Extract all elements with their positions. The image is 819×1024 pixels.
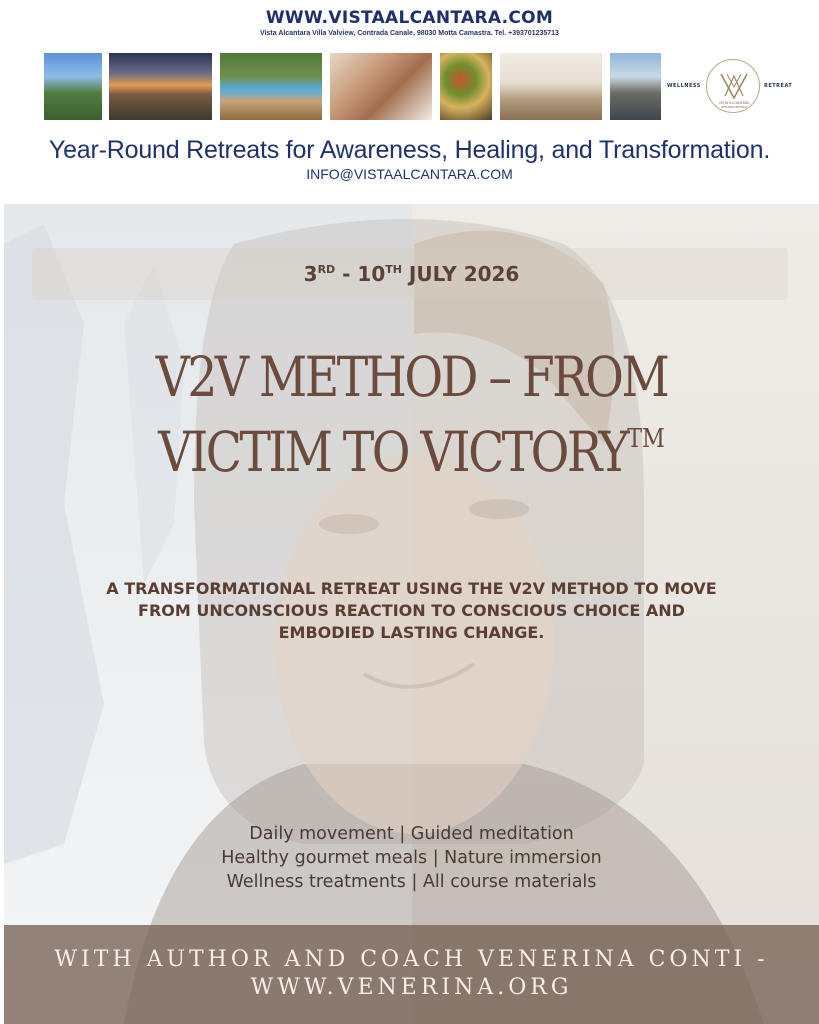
sunset-valley-photo — [109, 53, 212, 120]
credit-line-1: WITH AUTHOR AND COACH VENERINA CONTI - — [54, 947, 769, 972]
pergola-terrace-photo — [610, 53, 661, 120]
retreat-poster — [4, 204, 819, 1024]
host-credit — [4, 946, 819, 1002]
title-line-2: VICTIM TO VICTORY™ — [158, 420, 665, 484]
contact-email[interactable]: INFO@VISTAALCANTARA.COM — [306, 166, 513, 182]
gourmet-food-photo — [440, 53, 492, 120]
retreat-date: 3RD - 10TH JULY 2026 — [303, 262, 520, 286]
host-website-link[interactable]: WWW.VENERINA.ORG — [250, 975, 573, 1000]
title-line-1: V2V METHOD – FROM — [155, 345, 668, 409]
pool-terrace-photo — [220, 53, 322, 120]
bedroom-photo — [500, 53, 602, 120]
logo-sub-text: WELLNESS RETREAT — [720, 106, 748, 109]
retreat-title — [61, 346, 762, 483]
trademark-mark: TM — [627, 424, 665, 454]
tagline: Year-Round Retreats for Awareness, Healing, and Transformation. — [48, 136, 771, 164]
list-item: Wellness treatments | All course materials — [226, 872, 597, 892]
list-item: Healthy gourmet meals | Nature immersion — [221, 848, 602, 868]
retreat-description: A TRANSFORMATIONAL RETREAT USING THE V2V METHOD TO MOVE FROM UNCONSCIOUS REACTION TO CONSCIOUS CHOICE AND EMBODIED LASTING CHANGE. — [106, 579, 717, 642]
feature-list — [4, 822, 819, 894]
logo-right-word: RETREAT — [764, 83, 793, 89]
website-url[interactable]: WWW.VISTAALCANTARA.COM — [265, 8, 554, 28]
list-item: Daily movement | Guided meditation — [249, 824, 574, 844]
mountain-cliff-photo — [44, 53, 102, 120]
address-line: Vista Alcantara Villa Valview, Contrada Canale, 98030 Motta Camastra. Tel. +393701235713 — [260, 30, 559, 37]
massage-photo — [330, 53, 432, 120]
vista-alcantara-logo — [706, 59, 760, 113]
logo-brand-text: VISTA ALCANTARA — [718, 101, 750, 105]
logo-left-word: WELLNESS — [667, 83, 701, 89]
